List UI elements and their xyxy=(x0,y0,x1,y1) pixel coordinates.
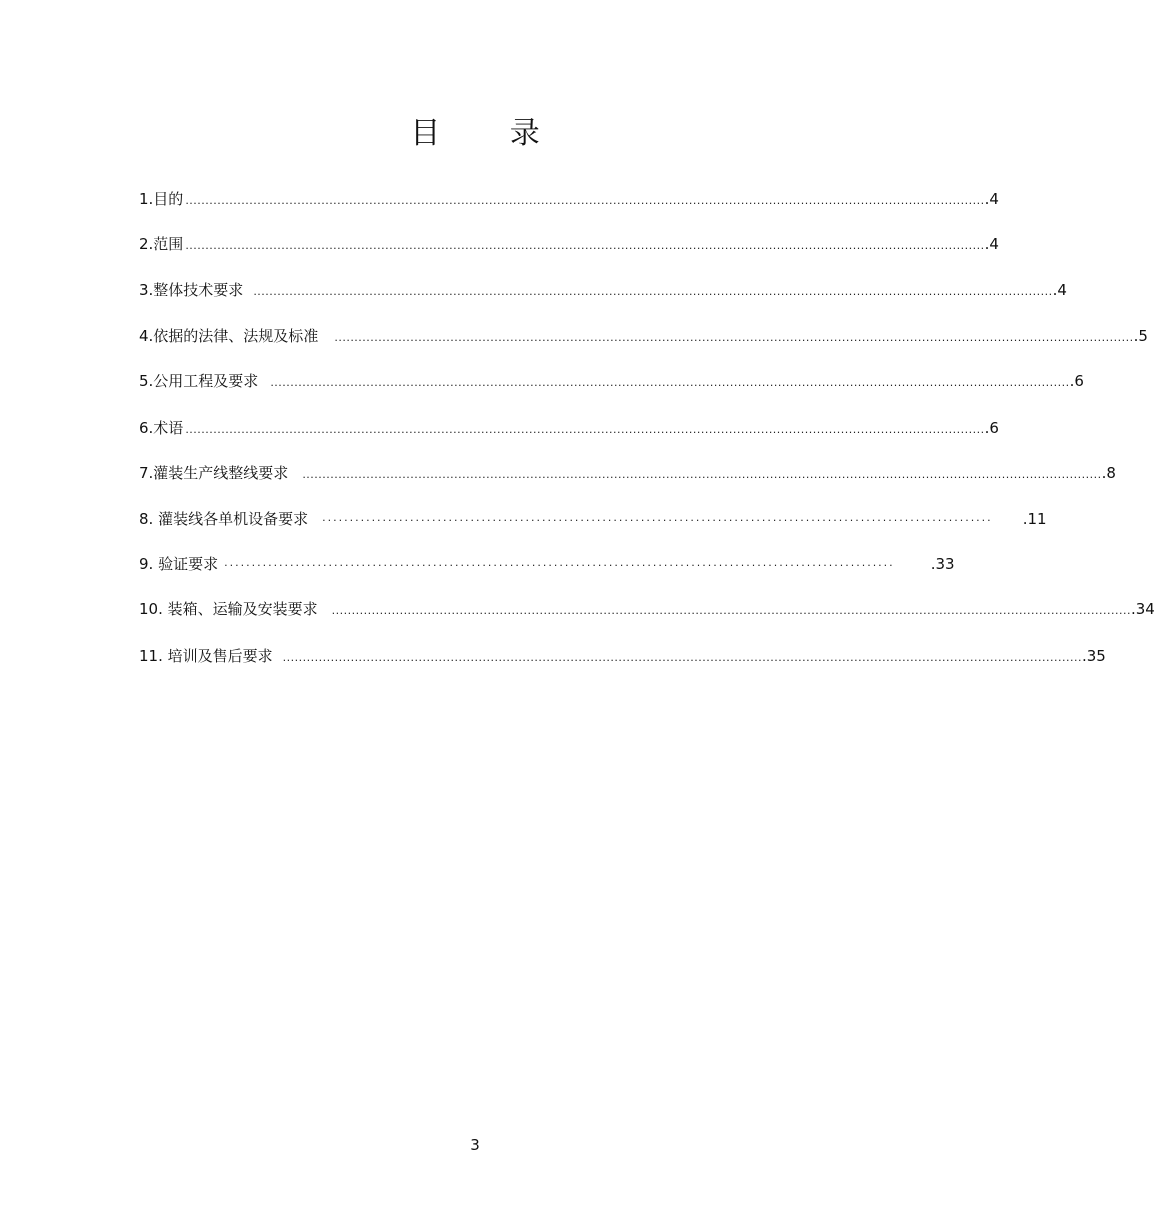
toc-entry-page: .34 xyxy=(1130,600,1155,618)
toc-entry[interactable] xyxy=(139,598,1155,620)
toc-entry-label: 3.整体技术要求 xyxy=(139,281,244,299)
toc-entry-page: .6 xyxy=(1069,372,1084,390)
toc-entry[interactable] xyxy=(139,508,1047,530)
toc-leader-dots: ........................................................................................................................................................................................................ xyxy=(282,651,1082,664)
toc-leader-dots: ·························································································································· xyxy=(322,514,993,527)
toc-entry-label: 1.目的 xyxy=(139,190,184,208)
toc-entry-label: 8. 灌装线各单机设备要求 xyxy=(139,510,309,528)
toc-entry[interactable] xyxy=(139,279,1067,301)
toc-entry-page: .35 xyxy=(1081,647,1106,665)
toc-entry[interactable] xyxy=(139,188,999,210)
toc-entry-label: 9. 验证要求 xyxy=(139,555,219,573)
toc-entry[interactable] xyxy=(139,462,1116,484)
toc-entry-page: .11 xyxy=(1022,510,1047,528)
toc-entry[interactable] xyxy=(139,553,955,575)
toc-entry[interactable] xyxy=(139,233,999,255)
toc-entry-page: .8 xyxy=(1101,464,1116,482)
toc-leader-dots: ........................................................................................................................................................................................................ xyxy=(302,468,1102,481)
toc-leader-dots: ........................................................................................................................................................................................................ xyxy=(270,376,1070,389)
toc-entry-page: .6 xyxy=(984,419,999,437)
toc-entry-label: 10. 装箱、运输及安装要求 xyxy=(139,600,318,618)
toc-entry-page: .4 xyxy=(1052,281,1067,299)
toc-entry-label: 2.范围 xyxy=(139,235,184,253)
toc-entry[interactable] xyxy=(139,417,999,439)
toc-title: 目 录 xyxy=(410,116,570,151)
toc-entry-page: .4 xyxy=(984,190,999,208)
toc-entry-label: 6.术语 xyxy=(139,419,184,437)
toc-entry-label: 11. 培训及售后要求 xyxy=(139,647,273,665)
toc-entry-label: 7.灌装生产线整线要求 xyxy=(139,464,289,482)
toc-leader-dots: ........................................................................................................................................................................................................ xyxy=(331,604,1131,617)
toc-leader-dots: ........................................................................................................................................................................................................ xyxy=(185,194,985,207)
toc-leader-dots: ........................................................................................................................................................................................................ xyxy=(334,331,1134,344)
toc-leader-dots: ........................................................................................................................................................................................................ xyxy=(185,423,985,436)
toc-entry[interactable] xyxy=(139,325,1148,347)
toc-entry[interactable] xyxy=(139,370,1084,392)
toc-entry-page: .33 xyxy=(930,555,955,573)
page-number: 3 xyxy=(470,1136,480,1154)
toc-leader-dots: ·························································································································· xyxy=(224,559,895,572)
toc-entry-label: 4.依据的法律、法规及标准 xyxy=(139,327,319,345)
toc-entry-page: .5 xyxy=(1133,327,1148,345)
toc-entry[interactable] xyxy=(139,645,1106,667)
toc-entry-page: .4 xyxy=(984,235,999,253)
toc-entry-label: 5.公用工程及要求 xyxy=(139,372,259,390)
toc-leader-dots: ........................................................................................................................................................................................................ xyxy=(185,239,985,252)
toc-leader-dots: ........................................................................................................................................................................................................ xyxy=(253,285,1053,298)
